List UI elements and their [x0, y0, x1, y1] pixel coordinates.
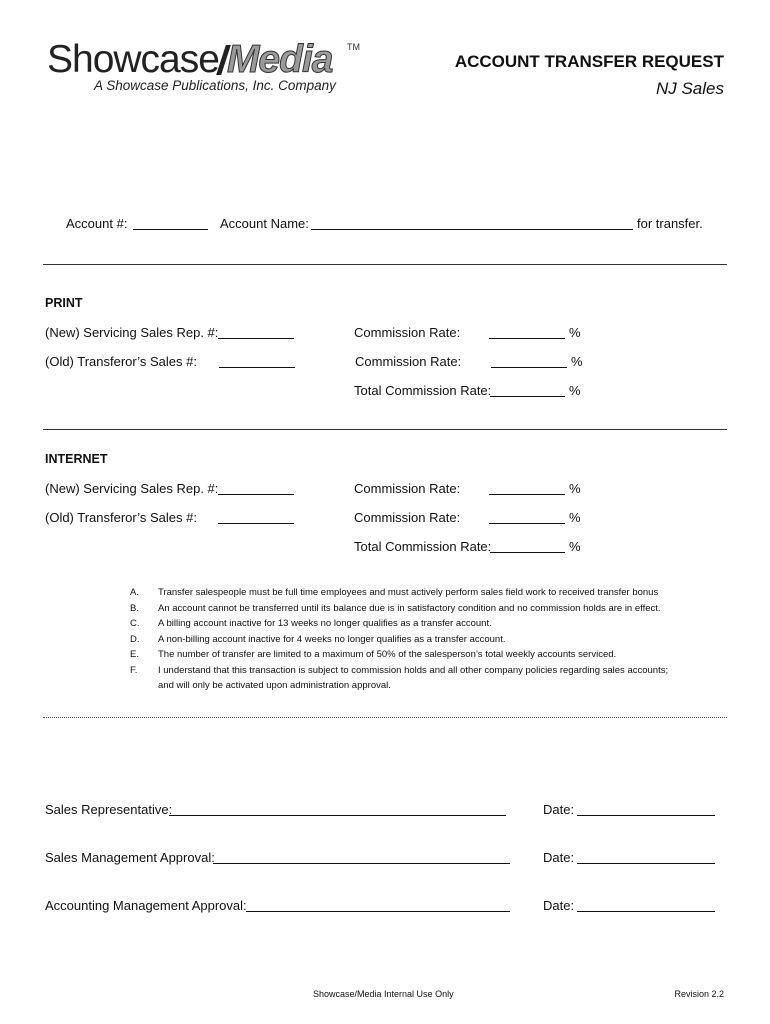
sales-mgmt-label: Sales Management Approval:: [45, 850, 215, 865]
term-item: [130, 678, 668, 694]
sales-rep-signature-field[interactable]: [169, 804, 506, 816]
term-item: [130, 632, 668, 648]
print-old-rep-label: (Old) Transferor’s Sales #:: [45, 354, 197, 369]
print-total-field[interactable]: [490, 385, 565, 397]
divider-2: [43, 429, 727, 430]
internet-commission-label-1: Commission Rate:: [354, 481, 461, 496]
sales-rep-date-field[interactable]: [577, 804, 715, 816]
term-letter: C.: [130, 618, 140, 629]
print-percent-total: %: [569, 383, 581, 398]
print-new-rep-field[interactable]: [218, 327, 294, 339]
term-text: The number of transfer are limited to a maximum of 50% of the salesperson’s total weekly accounts serviced.: [158, 649, 617, 660]
for-transfer-text: for transfer.: [637, 216, 703, 231]
term-letter: A.: [130, 587, 139, 598]
internet-percent-total: %: [569, 539, 581, 554]
print-commission-field-1[interactable]: [489, 327, 565, 339]
account-name-field[interactable]: [311, 218, 633, 230]
account-number-label: Account #:: [66, 216, 128, 231]
accounting-mgmt-label: Accounting Management Approval:: [45, 898, 247, 913]
sales-rep-date-label: Date:: [543, 802, 575, 817]
internet-heading: INTERNET: [45, 452, 108, 466]
term-text: and will only be activated upon administration approval.: [158, 680, 391, 691]
print-commission-label-1: Commission Rate:: [354, 325, 461, 340]
internet-commission-field-2[interactable]: [489, 512, 565, 524]
internet-commission-field-1[interactable]: [489, 483, 565, 495]
internet-new-rep-label: (New) Servicing Sales Rep. #:: [45, 481, 219, 496]
internet-percent-2: %: [569, 510, 581, 525]
form-subtitle: NJ Sales: [655, 79, 724, 98]
internet-commission-label-2: Commission Rate:: [354, 510, 461, 525]
logo-trademark: TM: [347, 42, 360, 52]
internet-old-rep-label: (Old) Transferor’s Sales #:: [45, 510, 197, 525]
term-text: An account cannot be transferred until its balance due is in satisfactory condition and no commission holds are in effect.: [158, 602, 661, 614]
form-title: ACCOUNT TRANSFER REQUEST: [454, 52, 724, 71]
company-logo: [47, 38, 367, 94]
term-item: [130, 601, 668, 617]
internet-total-label: Total Commission Rate:: [354, 539, 492, 554]
term-text: I understand that this transaction is subject to commission holds and all other company policies regarding sales accounts;: [158, 664, 669, 676]
logo-subtitle: A Showcase Publications, Inc. Company: [94, 78, 336, 93]
account-number-field[interactable]: [133, 218, 208, 230]
print-heading: PRINT: [45, 296, 83, 310]
accounting-date-field[interactable]: [577, 900, 715, 912]
term-item: [130, 616, 668, 632]
footer-internal-use: Showcase/Media Internal Use Only: [313, 989, 454, 999]
divider-3: [43, 717, 727, 718]
term-item: [130, 585, 668, 601]
print-total-label: Total Commission Rate:: [354, 383, 492, 398]
divider-1: [43, 264, 727, 265]
logo-wordmark: [47, 38, 332, 82]
account-name-label: Account Name:: [220, 216, 309, 231]
internet-new-rep-field[interactable]: [218, 483, 294, 495]
print-new-rep-label: (New) Servicing Sales Rep. #:: [45, 325, 219, 340]
print-percent-2: %: [571, 354, 583, 369]
print-commission-field-2[interactable]: [491, 356, 567, 368]
term-text: A billing account inactive for 13 weeks no longer qualifies as a transfer account.: [158, 618, 492, 629]
term-item: [130, 647, 668, 663]
accounting-date-label: Date:: [543, 898, 575, 913]
logo-word-media: Media: [226, 38, 333, 81]
print-old-rep-field[interactable]: [219, 356, 295, 368]
internet-percent-1: %: [569, 481, 581, 496]
term-letter: F.: [130, 664, 138, 676]
term-letter: E.: [130, 649, 139, 660]
footer-revision: Revision 2.2: [674, 989, 724, 999]
term-text: Transfer salespeople must be full time employees and must actively perform sales field work to received transfer bonus: [158, 587, 659, 598]
print-percent-1: %: [569, 325, 581, 340]
sales-mgmt-date-field[interactable]: [577, 852, 715, 864]
term-letter: D.: [130, 633, 140, 645]
term-letter: [130, 678, 158, 694]
term-item: [130, 663, 668, 679]
sales-mgmt-signature-field[interactable]: [213, 852, 510, 864]
terms-list: [130, 585, 668, 694]
term-text: A non-billing account inactive for 4 weeks no longer qualifies as a transfer account.: [158, 633, 506, 645]
sales-mgmt-date-label: Date:: [543, 850, 575, 865]
sales-rep-label: Sales Representative:: [45, 802, 173, 817]
print-commission-label-2: Commission Rate:: [355, 354, 462, 369]
accounting-mgmt-signature-field[interactable]: [246, 900, 510, 912]
logo-word-showcase: Showcase: [47, 38, 219, 81]
internet-total-field[interactable]: [490, 541, 565, 553]
term-letter: B.: [130, 602, 139, 614]
internet-old-rep-field[interactable]: [218, 512, 294, 524]
